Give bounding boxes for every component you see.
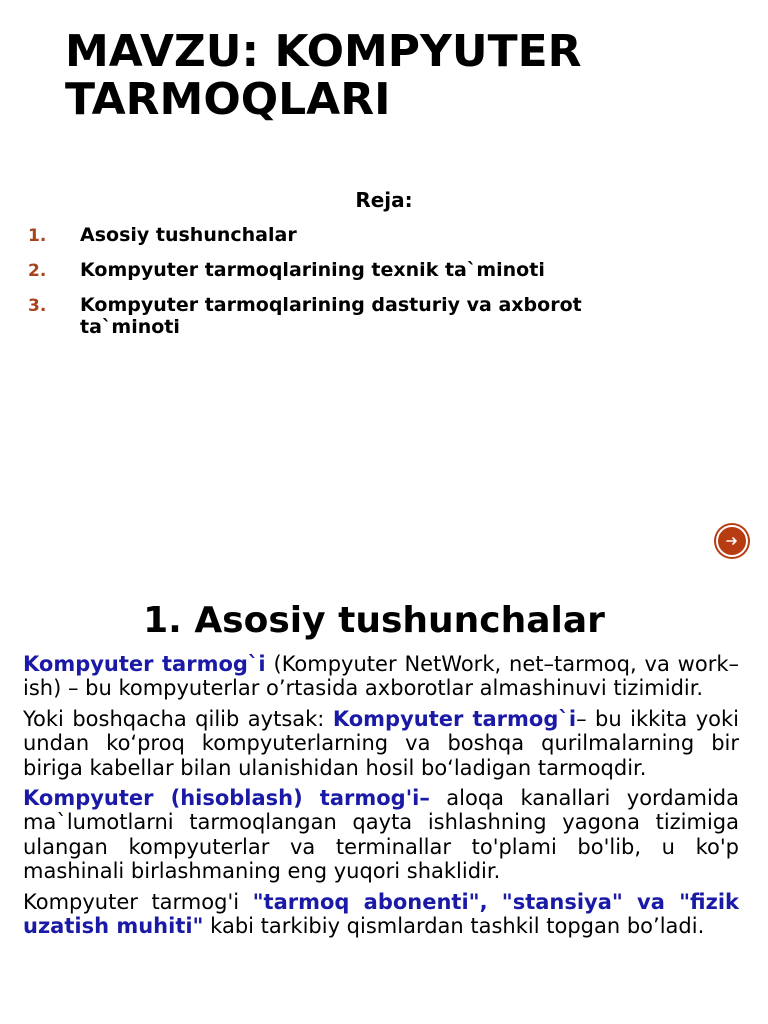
plan-item-number: 2. xyxy=(28,261,47,281)
paragraph xyxy=(23,707,739,780)
plan-list xyxy=(0,224,768,351)
plan-heading: Reja: xyxy=(355,188,413,212)
paragraph-lead: Yoki boshqacha qilib aytsak: xyxy=(23,706,333,731)
plan-item-text: Asosiy tushunchalar xyxy=(80,224,297,246)
slide-title: MAVZU: KOMPYUTER TARMOQLARI xyxy=(65,26,582,125)
term-highlight: Kompyuter tarmog`i xyxy=(332,706,577,731)
plan-item-number: 1. xyxy=(28,226,47,246)
paragraph-text: (Kompyuter NetWork, net–tarmoq, va work–ish) – bu kompyuterlar o’rtasida axborotlar almashinuvi tizimidir. xyxy=(23,652,739,701)
term-highlight: Kompyuter tarmog`i xyxy=(23,652,266,676)
plan-item-text: Kompyuter tarmoqlarining texnik ta`minoti xyxy=(80,259,545,281)
paragraph-text: aloqa kanallari yordamida ma`lumotlarni tarmoqlangan qayta ishlashning yagona tizimiga ulangan kompyuterlar va terminallar to'plami bo'lib, u ko'p mashinali birlashmaning eng yuqori shaklidir. xyxy=(23,786,739,884)
plan-item-text: Kompyuter tarmoqlarining dasturiy va axborot ta`minoti xyxy=(80,294,582,338)
paragraph xyxy=(23,890,739,939)
section-title: 1. Asosiy tushunchalar xyxy=(143,600,605,641)
next-slide-button[interactable] xyxy=(716,525,748,557)
plan-item xyxy=(0,294,768,338)
plan-item xyxy=(0,224,768,246)
plan-item xyxy=(0,259,768,281)
paragraph xyxy=(23,786,739,884)
slide-body xyxy=(23,652,739,938)
plan-item-number: 3. xyxy=(28,296,47,316)
paragraph-text: – bu ikkita yoki undan ko‘proq kompyuterlarning va boshqa qurilmalarning bir biriga kabellar bilan ulanishidan hosil bo‘ladigan tarmoqdir. xyxy=(23,706,739,780)
paragraph-text: kabi tarkibiy qismlardan tashkil topgan bo’ladi. xyxy=(203,914,705,939)
term-highlight: Kompyuter (hisoblash) tarmog'i– xyxy=(23,786,430,811)
paragraph-lead: Kompyuter tarmog'i xyxy=(23,889,253,914)
arrow-right-icon xyxy=(724,533,740,549)
term-highlight: "tarmoq abonenti", "stansiya" va "fizik uzatish muhiti" xyxy=(23,889,739,939)
paragraph xyxy=(23,652,739,701)
